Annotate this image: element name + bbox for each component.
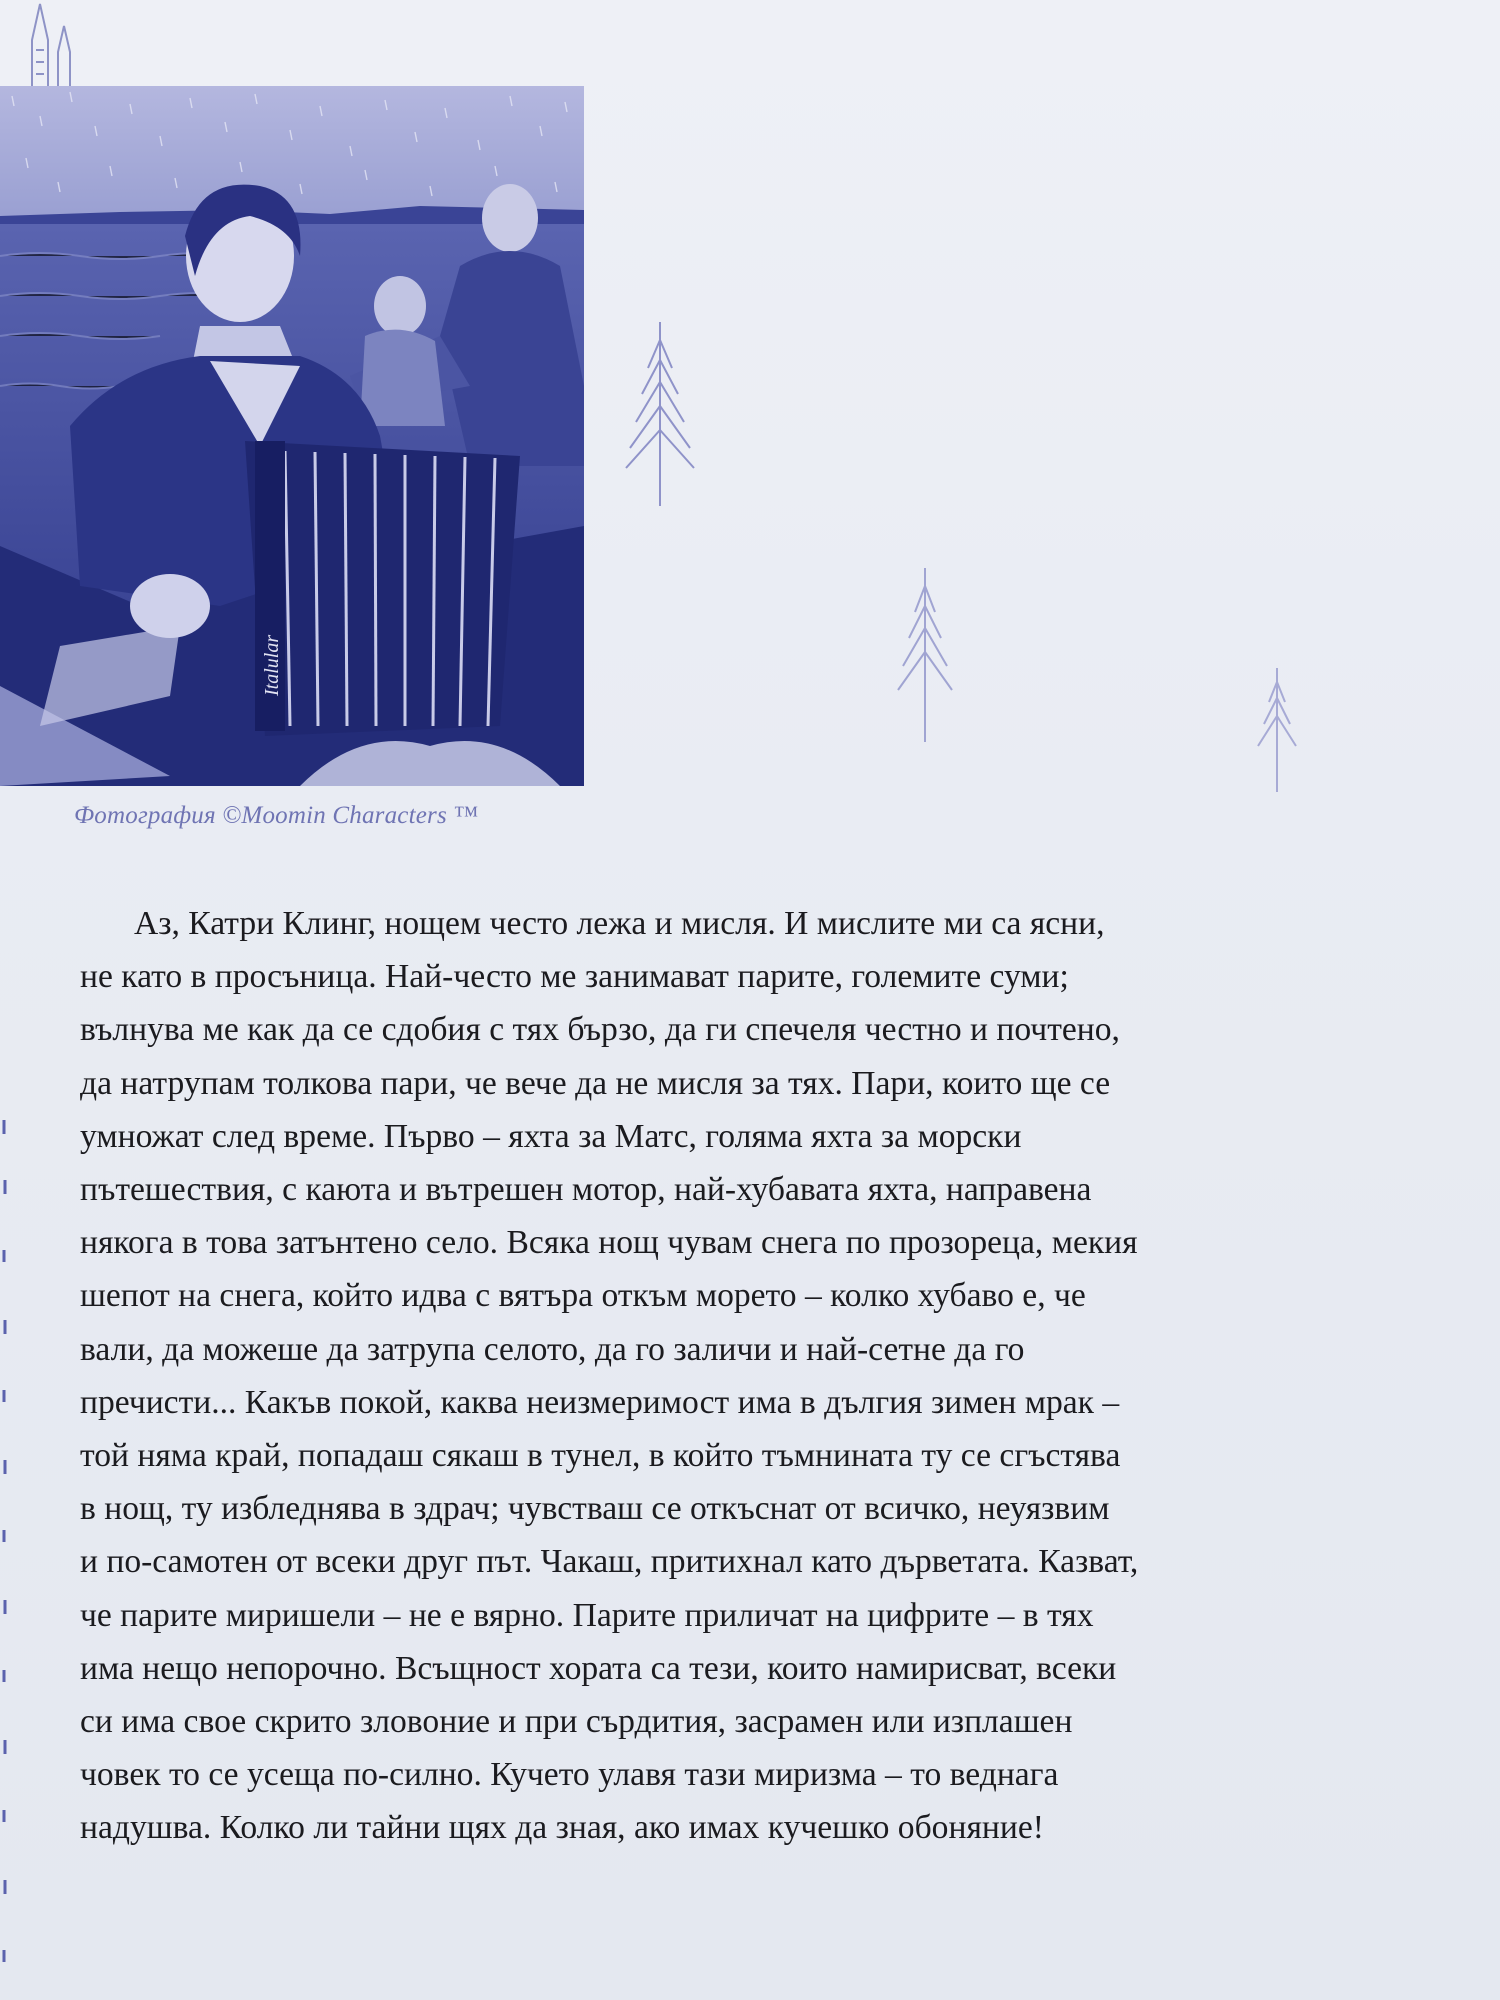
text-line: пречисти... Какъв покой, каква неизмеримост има в дългия зимен мрак –	[80, 1383, 1120, 1421]
page-edge-decoration	[0, 1120, 12, 2000]
text-line: вали, да можеше да затрупа селото, да го заличи и най-сетне да го	[80, 1330, 1025, 1368]
accordion-brand-text: Italular	[261, 634, 283, 696]
body-paragraph	[80, 897, 1480, 1855]
tree-illustration	[620, 320, 700, 510]
text-line: вълнува ме как да се сдобия с тях бързо, да ги спечеля честно и почтено,	[80, 1011, 1120, 1049]
text-line: да натрупам толкова пари, че вече да не мисля за тях. Пари, които ще се	[80, 1064, 1111, 1102]
text-line: някога в това затънтено село. Всяка нощ чувам снега по прозореца, мекия	[80, 1224, 1138, 1262]
photograph	[0, 86, 584, 786]
text-line: не като в просъница. Най-често ме занимават парите, големите суми;	[80, 958, 1069, 996]
text-line: че парите миришели – не е вярно. Парите приличат на цифрите – в тях	[80, 1596, 1094, 1634]
text-line: умножат след време. Първо – яхта за Матс, голяма яхта за морски	[80, 1117, 1022, 1155]
accordion	[245, 441, 520, 736]
text-line: и по-самотен от всеки друг път. Чакаш, притихнал като дърветата. Казват,	[80, 1543, 1139, 1581]
text-line: надушва. Колко ли тайни щях да зная, ако имах кучешко обоняние!	[80, 1809, 1044, 1847]
photo-caption: Фотография ©Moomin Characters ™	[74, 802, 479, 829]
tree-illustration	[890, 566, 960, 746]
church-spire-illustration	[18, 0, 88, 90]
text-line: той няма край, попадаш сякаш в тунел, в който тъмнината ту се сгъстява	[80, 1437, 1121, 1475]
text-line: Аз, Катри Клинг, нощем често лежа и мисля. И мислите ми са ясни,	[134, 905, 1105, 942]
text-line: пътешествия, с каюта и вътрешен мотор, най-хубавата яхта, направена	[80, 1171, 1092, 1209]
text-line: си има свое скрито зловоние и при сърдития, засрамен или изплашен	[80, 1703, 1073, 1741]
tree-illustration	[1252, 666, 1302, 796]
text-line: в нощ, ту избледнява в здрач; чувстваш се откъснат от всичко, неуязвим	[80, 1490, 1110, 1528]
text-line: човек то се усеща по-силно. Кучето улавя тази миризма – то веднага	[80, 1756, 1059, 1794]
text-line: шепот на снега, който идва с вятъра откъм морето – колко хубаво е, че	[80, 1277, 1086, 1315]
text-line: има нещо непорочно. Всъщност хората са тези, които намирисват, всеки	[80, 1649, 1117, 1687]
